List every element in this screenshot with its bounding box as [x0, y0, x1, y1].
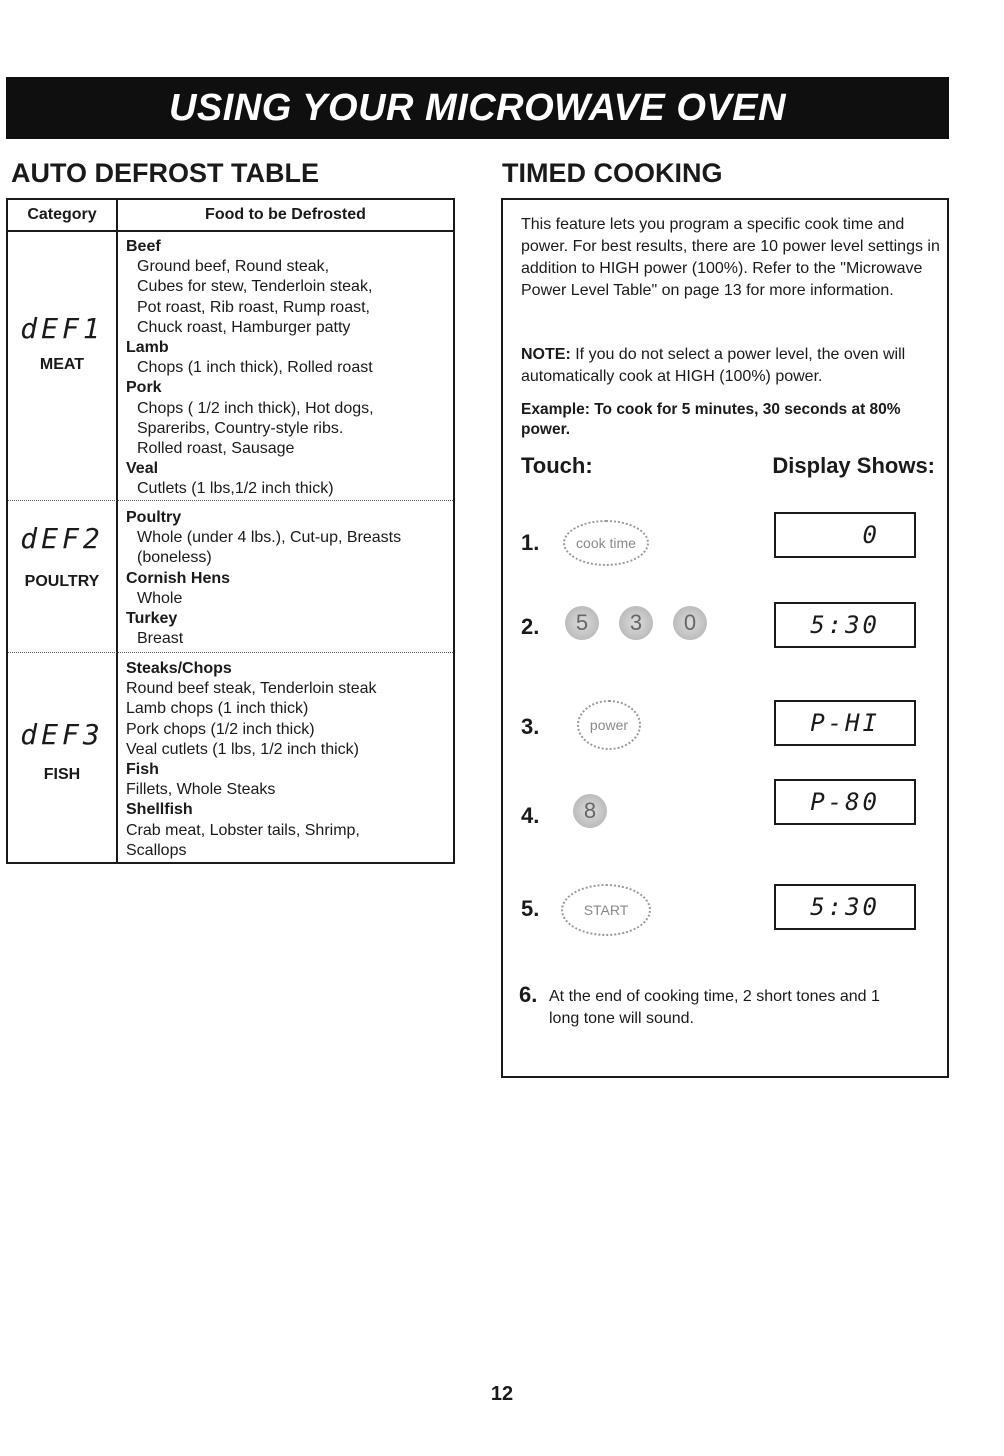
timed-cooking-box — [501, 198, 949, 1078]
food-group-pork: Pork — [126, 379, 162, 397]
list-item: Spareribs, Country-style ribs. — [137, 419, 344, 437]
row-separator — [8, 500, 453, 501]
list-item: Pork chops (1/2 inch thick) — [126, 720, 315, 738]
foods-meat — [126, 237, 449, 500]
note-text: If you do not select a power level, the oven will automatically cook at HIGH (100%) power. — [521, 346, 906, 385]
timed-cooking-title: TIMED COOKING — [502, 158, 723, 188]
step-number: 4. — [521, 803, 540, 828]
category-fish: FISH — [43, 766, 81, 783]
food-group-turkey: Turkey — [126, 610, 178, 628]
cook-time-label: cook time — [576, 535, 636, 551]
banner-title: USING YOUR MICROWAVE OVEN — [168, 86, 787, 129]
note-label: NOTE: — [521, 346, 571, 363]
timed-intro: This feature lets you program a specific cook time and power. For best results, there are 10 power level settings in addition to HIGH power (100%). Refer to the "Microwave Power Level Table" on page 13 for more information. — [521, 216, 940, 299]
list-item: Crab meat, Lobster tails, Shrimp, — [126, 821, 360, 839]
list-item: Chops ( 1/2 inch thick), Hot dogs, — [137, 399, 374, 417]
food-group-lamb: Lamb — [126, 339, 169, 357]
display-readout: 5:30 — [774, 884, 916, 930]
header-banner — [6, 77, 949, 139]
number-0-button: 0 — [673, 606, 707, 640]
power-button — [577, 700, 641, 750]
food-group-poultry: Poultry — [126, 509, 182, 526]
list-item: Scallops — [126, 841, 187, 859]
list-item: Breast — [137, 630, 184, 648]
step-number: 1. — [521, 530, 540, 555]
category-poultry: POULTRY — [24, 573, 100, 590]
list-item: (boneless) — [137, 549, 212, 567]
display-readout: P-80 — [774, 779, 916, 825]
list-item: Chops (1 inch thick), Rolled roast — [137, 359, 373, 377]
touch-header: Touch: — [521, 453, 593, 478]
cook-time-button — [563, 520, 649, 566]
step-number: 2. — [521, 614, 540, 639]
table-header — [8, 200, 453, 232]
list-item: Rolled roast, Sausage — [137, 440, 295, 458]
food-group-shellfish: Shellfish — [126, 801, 193, 819]
number-8-button: 8 — [573, 794, 607, 828]
list-item: Cutlets (1 lbs,1/2 inch thick) — [137, 480, 334, 498]
auto-defrost-title: AUTO DEFROST TABLE — [11, 158, 319, 188]
list-item: Whole — [137, 589, 183, 607]
header-food: Food to be Defrosted — [205, 206, 366, 223]
final-step-text: At the end of cooking time, 2 short tones and 1 long tone will sound. — [549, 988, 880, 1027]
step-number: 6. — [519, 982, 538, 1007]
list-item: Lamb chops (1 inch thick) — [126, 700, 309, 718]
food-group-steaks-chops: Steaks/Chops — [126, 660, 232, 677]
category-meat: MEAT — [39, 356, 85, 373]
defrost-code-poultry: dEF2 — [20, 522, 104, 555]
header-category: Category — [27, 206, 97, 223]
defrost-code-fish: dEF3 — [20, 718, 104, 751]
list-item: Whole (under 4 lbs.), Cut-up, Breasts — [137, 529, 402, 547]
foods-poultry — [126, 508, 449, 649]
list-item: Veal cutlets (1 lbs, 1/2 inch thick) — [126, 740, 359, 758]
food-group-beef: Beef — [126, 238, 161, 255]
number-5-button: 5 — [565, 606, 599, 640]
column-divider — [116, 200, 118, 862]
foods-fish — [126, 659, 449, 861]
display-readout: 5:30 — [774, 602, 916, 648]
display-readout: 0 — [774, 512, 916, 558]
timed-example: Example: To cook for 5 minutes, 30 seconds at 80% power. — [521, 401, 901, 438]
start-button — [561, 884, 651, 936]
timed-note — [521, 344, 941, 388]
page-number: 12 — [490, 1383, 514, 1405]
list-item: Cubes for stew, Tenderloin steak, — [137, 278, 373, 296]
list-item: Fillets, Whole Steaks — [126, 781, 276, 799]
auto-defrost-table — [6, 198, 455, 864]
list-item: Pot roast, Rib roast, Rump roast, — [137, 298, 370, 316]
number-3-button: 3 — [619, 606, 653, 640]
display-header: Display Shows: — [772, 453, 935, 478]
food-group-cornish-hens: Cornish Hens — [126, 569, 231, 587]
step-number: 3. — [521, 714, 540, 739]
power-label: power — [589, 717, 629, 733]
list-item: Round beef steak, Tenderloin steak — [126, 680, 377, 698]
defrost-code-meat: dEF1 — [20, 312, 104, 345]
step-number: 5. — [521, 896, 540, 921]
display-readout: P-HI — [774, 700, 916, 746]
row-separator — [8, 652, 453, 653]
food-group-fish: Fish — [126, 761, 159, 779]
list-item: Chuck roast, Hamburger patty — [137, 318, 351, 336]
food-group-veal: Veal — [126, 460, 159, 478]
list-item: Ground beef, Round steak, — [137, 258, 330, 276]
start-label: START — [583, 902, 629, 918]
